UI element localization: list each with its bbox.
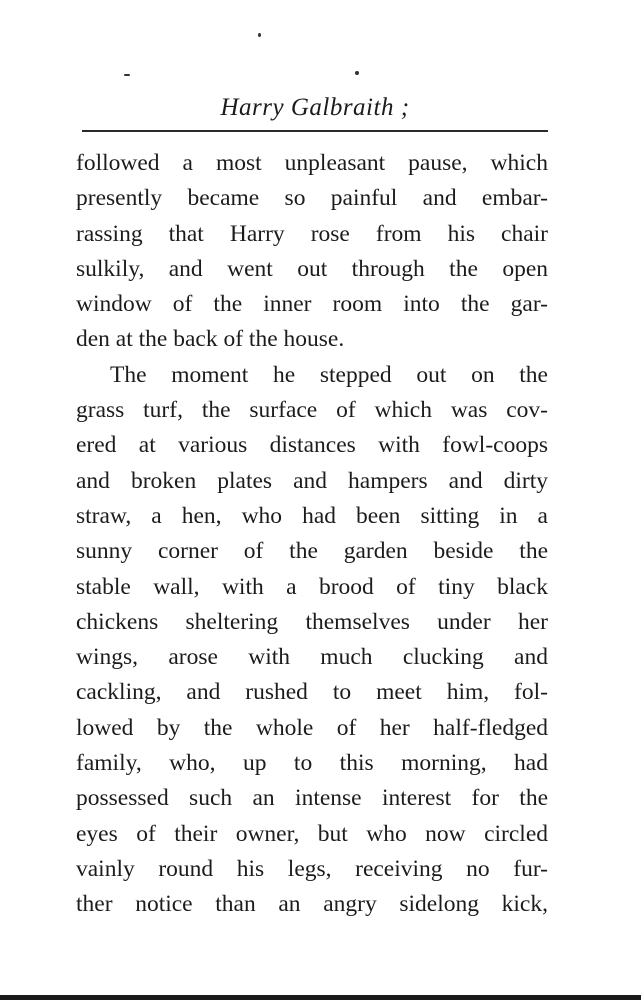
text-line: cackling, and rushed to meet him, fol-: [76, 679, 548, 706]
text-line: chickens sheltering themselves under her: [76, 608, 548, 635]
text-line: The moment he stepped out on the: [110, 361, 548, 388]
text-line: eyes of their owner, but who now circled: [76, 820, 548, 847]
text-line: rassing that Harry rose from his chair: [76, 220, 548, 247]
text-line: possessed such an intense interest for the: [76, 785, 548, 812]
ink-speck: [355, 71, 359, 75]
text-line: ered at various distances with fowl-coops: [76, 432, 548, 459]
text-line: straw, a hen, who had been sitting in a: [76, 502, 548, 529]
text-line: lowed by the whole of her half-fledged: [76, 714, 548, 741]
text-line: stable wall, with a brood of tiny black: [76, 573, 548, 600]
running-head: Harry Galbraith ;: [220, 94, 410, 121]
page-bottom-edge: [0, 995, 641, 1000]
ink-speck: [258, 33, 261, 37]
text-line: den at the back of the house.: [76, 326, 345, 353]
text-line: and broken plates and hampers and dirty: [76, 467, 548, 494]
text-line: grass turf, the surface of which was cov-: [76, 397, 548, 424]
text-line: wings, arose with much clucking and: [76, 644, 548, 671]
text-line: presently became so painful and embar-: [76, 185, 548, 212]
ink-speck: [124, 74, 130, 76]
text-line: sulkily, and went out through the open: [76, 255, 548, 282]
text-line: followed a most unpleasant pause, which: [76, 150, 548, 176]
text-line: ther notice than an angry sidelong kick,: [76, 891, 548, 918]
body-text: [76, 146, 548, 923]
text-line: sunny corner of the garden beside the: [76, 538, 548, 565]
text-line: family, who, up to this morning, had: [76, 750, 548, 777]
text-line: window of the inner room into the gar-: [76, 291, 548, 318]
text-line: vainly round his legs, receiving no fur-: [76, 855, 548, 882]
page-header: [82, 94, 548, 132]
